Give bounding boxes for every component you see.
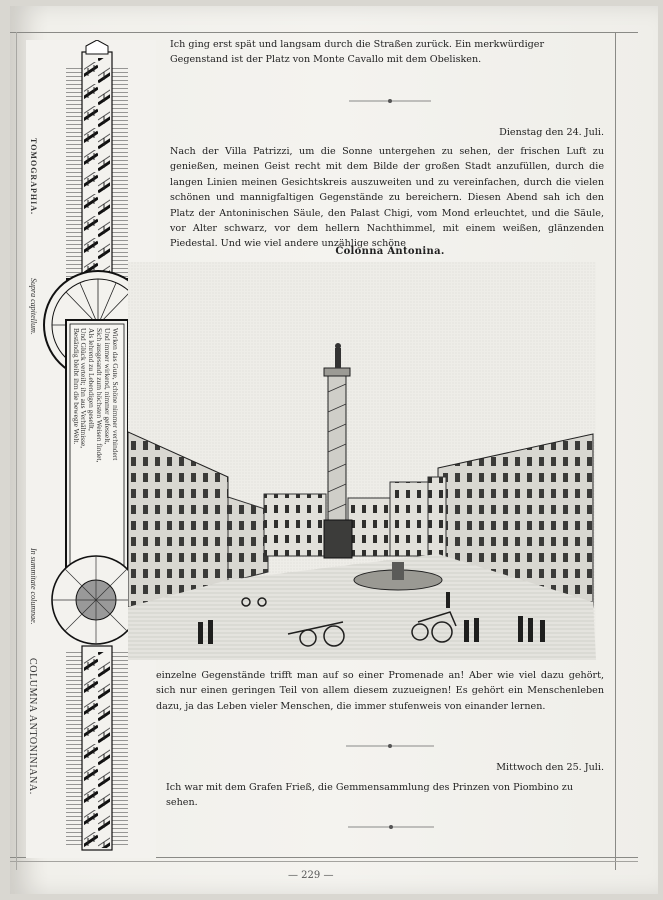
- engraving-piazza-colonna: [128, 262, 596, 660]
- label-in-summitate: In summitate columnae.: [29, 548, 38, 625]
- paragraph-4: Ich war mit dem Grafen Frieß, die Gemmensammlung des Prinzen von Piombino zu sehen.: [166, 782, 574, 809]
- engraving-caption: Colonna Antonina.: [335, 246, 445, 257]
- inscription-line: Sich ausgesandt zum höchsten Weisen findet,: [95, 328, 104, 463]
- inscription-line: Und immer wirkend, nimmer gefesselt,: [103, 328, 112, 445]
- frame-rule-left: [16, 32, 17, 870]
- frame-rule-right: [615, 32, 616, 870]
- paragraph-2: Nach der Villa Patrizzi, um die Sonne untergehen zu sehen, der frischen Luft zu genießen, meinen Geist recht mit dem Bilde der großen Stadt anzufüllen, durch die langen Linien meinen Gesichtskreis auszuweiten und zu vereinfachen, durch die vielen schönen und mannigfaltigen Gegenstände zu bereichern. Diesen Abend sah ich den Platz der Antoninischen Säule, den Palast Chigi, vom Mond erleuchtet, und die Säule, vor Alter schwarz, vor dem hellern Nachthimmel, mit einem weißen, glänzenden Piedestal. Und wie viel andere unzählige schöne: [170, 146, 604, 250]
- frame-rule-bottom-outer: [10, 861, 638, 862]
- inscription-line: Und Glück verteilt; ihn aus Verhältnisse,: [79, 328, 88, 449]
- frame-rule-top: [10, 32, 638, 33]
- piazza-illustration: [128, 262, 596, 660]
- inscription-line: Wirken das Gute, Schöne nimmer verhindert: [111, 328, 120, 461]
- page-number: — 229 —: [288, 870, 334, 881]
- label-supra-capitellum: Supra capitellum.: [29, 278, 38, 335]
- ornament-divider-1: [349, 97, 431, 105]
- label-columna-antoniniana: COLUMNA ANTONINIANA.: [27, 658, 38, 795]
- inscription-line: Als lehrend zu Lebendigen gesellt,: [87, 328, 96, 431]
- label-tomographia: TOMOGRAPHIA.: [29, 138, 38, 215]
- inscription-line: Beständig bleibt ihm die bewegte Welt.: [72, 328, 81, 445]
- date-heading-1: Dienstag den 24. Juli.: [499, 127, 604, 138]
- paragraph-1: Ich ging erst spät und langsam durch die Straßen zurück. Ein merkwürdiger Gegenstand ist der Platz von Monte Cavallo mit dem Obelisken.: [170, 39, 545, 66]
- ornament-divider-2: [346, 742, 434, 750]
- column-inscription-panel: [74, 326, 120, 574]
- date-heading-2: Mittwoch den 25. Juli.: [496, 762, 604, 773]
- paragraph-3: einzelne Gegenstände trifft man auf so einer Promenade an! Aber wie viel dazu gehört, sich nur einen geringen Teil von allem diesem zuzueignen! Es gehört ein Menschenleben dazu, ja das Leben vieler Menschen, die immer stufenweis von einander lernen.: [156, 670, 604, 712]
- ornament-divider-3: [348, 823, 434, 831]
